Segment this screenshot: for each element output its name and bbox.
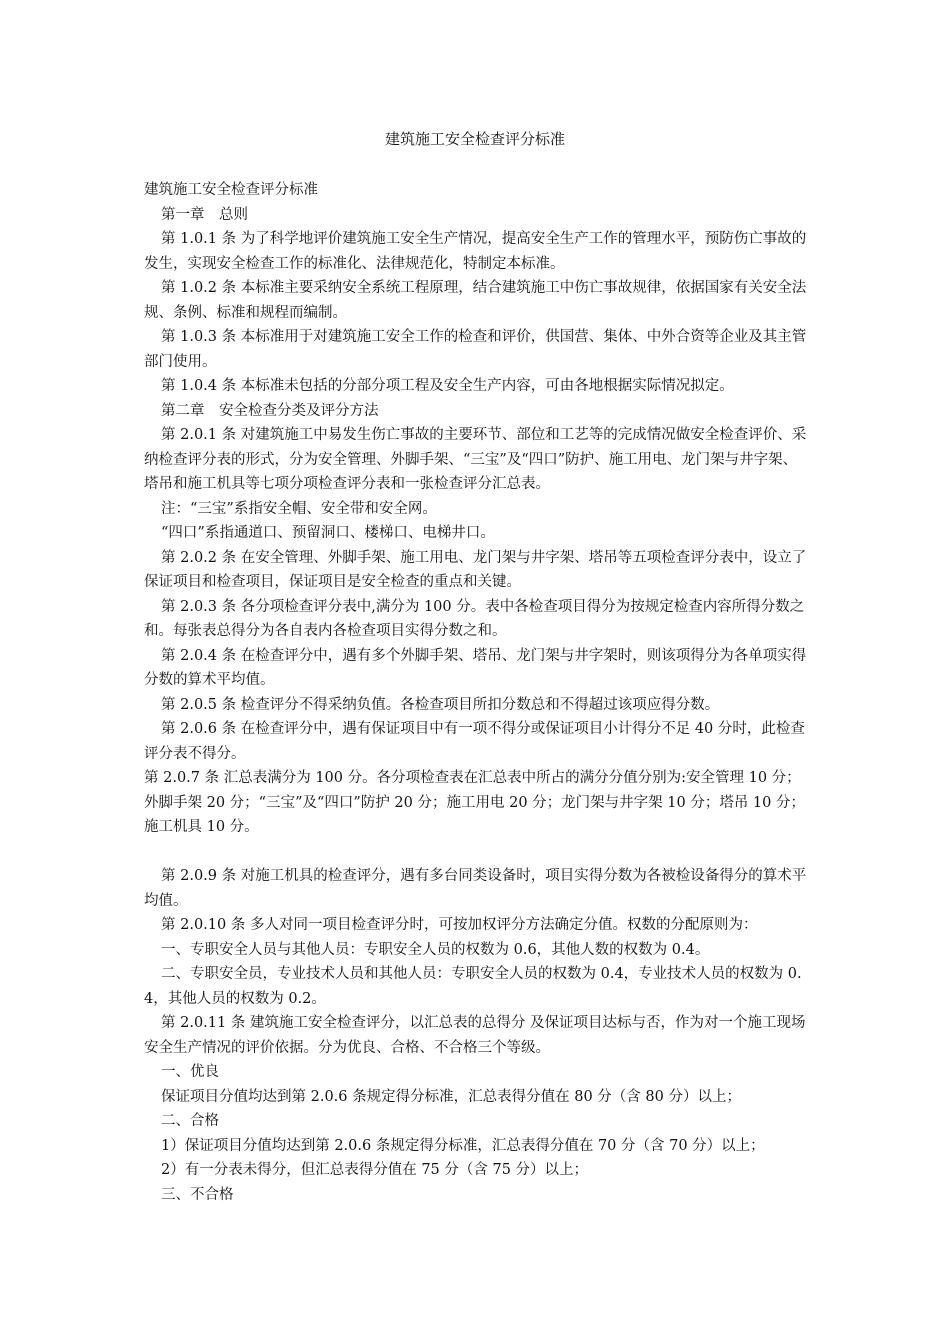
paragraph: 一、优良: [161, 1064, 219, 1080]
paragraph: 第 1.0.1 条 为了科学地评价建筑施工安全生产情况，提高安全生产工作的管理水平，预防伤亡事故的发生，实现安全检查工作的标准化、法律规范化，特制定本标准。: [144, 231, 807, 272]
paragraph: “四口”系指通道口、预留洞口、楼梯口、电梯井口。: [161, 525, 495, 541]
paragraph: 2）有一分表未得分，但汇总表得分值在 75 分（含 75 分）以上；: [161, 1162, 589, 1178]
paragraph: 第 2.0.4 条 在检查评分中，遇有多个外脚手架、塔吊、龙门架与井字架时，则该项得分为各单项实得分数的算术平均值。: [144, 647, 807, 688]
document-title: 建筑施工安全检查评分标准: [384, 130, 565, 148]
paragraph: 第一章 总则: [161, 206, 248, 223]
paragraph: 保证项目分值均达到第 2.0.6 条规定得分标准，汇总表得分值在 80 分（含 80 分）以上；: [161, 1088, 741, 1105]
paragraph: 二、合格: [161, 1113, 219, 1129]
paragraph: 第 1.0.3 条 本标准用于对建筑施工安全工作的检查和评价，供国营、集体、中外合资等企业及其主管部门使用。: [144, 329, 807, 370]
paragraph: 第 2.0.5 条 检查评分不得采纳负值。各检查项目所扣分数总和不得超过该项应得分数。: [161, 696, 720, 713]
paragraph: 第 2.0.3 条 各分项检查评分表中,满分为 100 分。表中各检查项目得分为按规定检查内容所得分数之和。每张表总得分为各自表内各检查项目实得分数之和。: [144, 598, 805, 639]
paragraph: 第 2.0.11 条 建筑施工安全检查评分，以汇总表的总得分 及保证项目达标与否，作为对一个施工现场安全生产情况的评价依据。分为优良、合格、不合格三个等级。: [144, 1015, 806, 1056]
paragraph: 第 2.0.1 条 对建筑施工中易发生伤亡事故的主要环节、部位和工艺等的完成情况做安全检查评价、采纳检查评分表的形式，分为安全管理、外脚手架、“三宝”及“四口”防护、施工用电、龙门架与井字架、塔吊和施工机具等七项分项检查评分表和一张检查评分汇总表。: [144, 427, 807, 492]
paragraph: 第 2.0.9 条 对施工机具的检查评分，遇有多台同类设备时，项目实得分数为各被检设备得分的算术平均值。: [144, 868, 807, 909]
paragraph: 注：“三宝”系指安全帽、安全带和安全网。: [161, 500, 437, 517]
paragraph: 第 1.0.2 条 本标准主要采纳安全系统工程原理，结合建筑施工中伤亡事故规律，依据国家有关安全法规、条例、标准和规程而编制。: [144, 280, 807, 321]
paragraph: 一、专职安全人员与其他人员：专职安全人员的权数为 0.6，其他人数的权数为 0.4。: [161, 941, 710, 958]
paragraph: 第 2.0.7 条 汇总表满分为 100 分。各分项检查表在汇总表中所占的满分分值分别为:安全管理 10 分；外脚手架 20 分；“三宝”及“四口”防护 20 分；施工用电 20 分；龙门架与井字架 10 分；塔吊 10 分；施工机具 10 分。: [144, 770, 805, 835]
paragraph: 二、专职安全员，专业技术人员和其他人员：专职安全人员的权数为 0.4，专业技术人员的权数为 0.4，其他人员的权数为 0.2。: [144, 966, 802, 1007]
paragraph: 第 1.0.4 条 本标准未包括的分部分项工程及安全生产内容，可由各地根据实际情况拟定。: [161, 378, 734, 394]
paragraph: 三、不合格: [161, 1186, 234, 1203]
paragraph: 第 2.0.10 条 多人对同一项目检查评分时，可按加权评分方法确定分值。权数的分配原则为：: [161, 917, 758, 933]
paragraph: 建筑施工安全检查评分标准: [144, 182, 318, 198]
paragraph: 第 2.0.2 条 在安全管理、外脚手架、施工用电、龙门架与井字架、塔吊等五项检查评分表中，设立了保证项目和检查项目，保证项目是安全检查的重点和关键。: [144, 549, 807, 590]
blank-line: [144, 840, 810, 865]
paragraph: 第二章 安全检查分类及评分方法: [161, 402, 379, 419]
paragraph: 1）保证项目分值均达到第 2.0.6 条规定得分标准，汇总表得分值在 70 分（含 70 分）以上；: [161, 1137, 765, 1154]
document-body: [144, 178, 810, 1207]
paragraph: 第 2.0.6 条 在检查评分中，遇有保证项目中有一项不得分或保证项目小计得分不足 40 分时，此检查评分表不得分。: [144, 721, 805, 762]
